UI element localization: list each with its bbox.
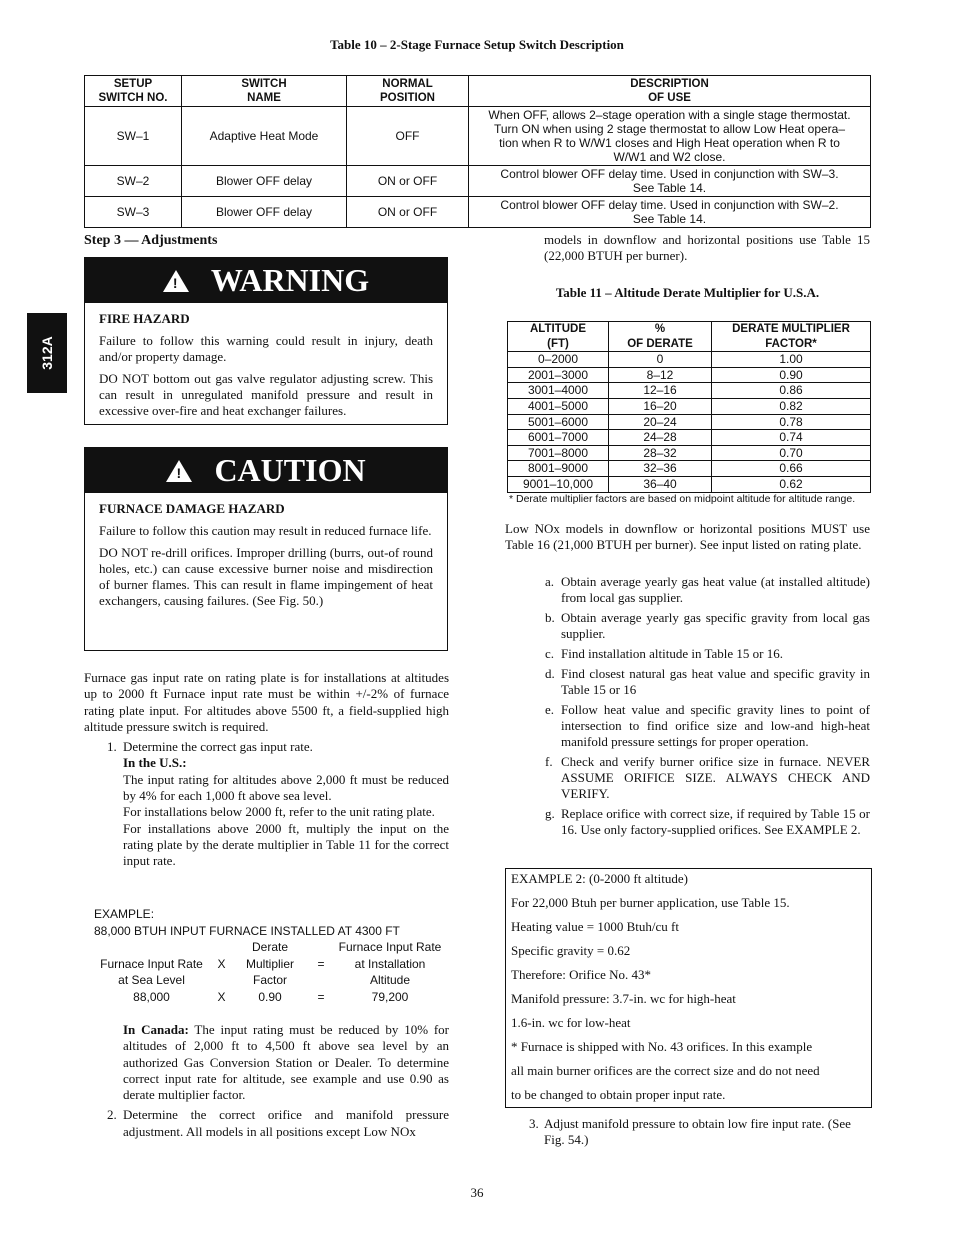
canada-text: The input rating must be reduced by 10% for altitudes of 2,000 ft to 4,500 ft above sea level by an authorized Gas Conversion Station or Dealer. To determine correct input rate for altitude, see example and use 0.90 as derate multiplier factor.	[123, 1022, 450, 1103]
steps-list	[545, 574, 870, 842]
item3	[529, 1116, 870, 1149]
caution-box	[84, 447, 448, 651]
table11	[507, 321, 871, 493]
canada-label: In Canada:	[123, 1022, 189, 1037]
table11-title: Table 11 – Altitude Derate Multiplier for U.S.A.	[555, 285, 820, 300]
in-us-label: In the U.S.:	[123, 755, 187, 771]
list-item: b. Obtain average yearly gas specific gravity from local gas supplier.	[545, 610, 870, 641]
list-item: c. Find installation altitude in Table 15 or 16.	[545, 646, 783, 661]
intro-paragraph: Furnace gas input rate on rating plate is for installations at altitudes up to 2000 ft Furnace input rate must be within +/-2% of furnace rating plate input. For altitudes above 5500 ft, a field-supplied high altitude pressure switch is required.	[84, 670, 449, 734]
switch-name-cell: Blower OFF delay	[182, 197, 347, 228]
us-paragraph: For installations below 2000 ft, refer to the unit rating plate.	[123, 804, 435, 820]
caution-triangle-icon: !	[166, 460, 192, 482]
example1-row: at Sea Level Factor Altitude	[118, 973, 411, 987]
table-row: 7001–8000 28–32 0.70	[508, 445, 871, 461]
list-item: g. Replace orifice with correct size, if required by Table 15 or 16. Use only factory-supplied orifices. See EXAMPLE 2.	[545, 806, 870, 837]
warning-box	[84, 257, 448, 425]
example2-line: Heating value = 1000 Btuh/cu ft	[511, 919, 679, 934]
list-item: a. Obtain average yearly gas heat value (at installed altitude) from local gas supplier.	[545, 574, 870, 605]
table11-header-cell: % OF DERATE	[609, 322, 712, 352]
example1-label: EXAMPLE:	[94, 907, 155, 921]
example2-line: Specific gravity = 0.62	[511, 943, 631, 958]
us-paragraph: The input rating for altitudes above 2,000 ft must be reduced by 4% for each 1,000 ft above sea level.	[123, 771, 449, 804]
description-cell: When OFF, allows 2–stage operation with a single stage thermostat. Turn ON when using 2 stage thermostat to allow Low Heat opera– tion when R to W/W1 closes and High Heat operation when R to W/W1 and W2 close.	[469, 107, 871, 166]
table-row: 4001–5000 16–20 0.82	[508, 398, 871, 414]
table-row	[85, 166, 871, 197]
table-row: 2001–3000 8–12 0.90	[508, 367, 871, 383]
warning-hazard-title: FIRE HAZARD	[99, 311, 190, 326]
list-item: d. Find closest natural gas heat value and specific gravity in Table 15 or 16	[545, 666, 870, 697]
page-number: 36	[470, 1185, 484, 1200]
table11-header-row	[508, 322, 871, 352]
item2-text: Determine the correct orifice and manifold pressure adjustment. All models in all positions except Low NOx	[123, 1107, 449, 1139]
example2-line: For 22,000 Btuh per burner application, use Table 15.	[511, 895, 790, 910]
example2-line: 1.6-in. wc for low-heat	[511, 1015, 631, 1030]
table10-header-row	[85, 76, 871, 107]
table-row: 3001–4000 12–16 0.86	[508, 383, 871, 399]
warning-banner-text: WARNING	[210, 262, 370, 298]
list-number: 1.	[107, 739, 117, 755]
table10-header-cell: SETUP SWITCH NO.	[85, 76, 182, 107]
position-cell: ON or OFF	[347, 197, 469, 228]
canada-paragraph	[123, 1022, 449, 1103]
table11-footnote: * Derate multiplier factors are based on midpoint altitude for altitude range.	[509, 493, 856, 505]
caution-banner-text: CAUTION	[214, 452, 366, 488]
example2-line: * Furnace is shipped with No. 43 orifices. In this example	[511, 1039, 813, 1054]
caution-hazard-title: FURNACE DAMAGE HAZARD	[99, 501, 285, 516]
table10-title: Table 10 – 2-Stage Furnace Setup Switch Description	[330, 37, 624, 52]
example2-line: Manifold pressure: 3.7-in. wc for high-heat	[511, 991, 736, 1006]
table-row	[85, 197, 871, 228]
us-paragraph: For installations above 2000 ft, multiply the input on the rating plate by the derate multiplier in Table 11 for the correct input rate.	[123, 820, 449, 869]
example1	[94, 906, 444, 1005]
right-continuation: models in downflow and horizontal positions use Table 15 (22,000 BTUH per burner).	[544, 232, 870, 264]
description-cell: Control blower OFF delay time. Used in conjunction with SW–3. See Table 14.	[469, 166, 871, 197]
warning-paragraph: DO NOT bottom out gas valve regulator adjusting screw. This can result in unregulated manifold pressure and result in excessive over-fire and heat exchanger failures.	[99, 371, 433, 418]
switch-no-cell: SW–3	[85, 197, 182, 228]
example2-box	[505, 868, 872, 1108]
switch-name-cell: Adaptive Heat Mode	[182, 107, 347, 166]
table10-header-cell: NORMAL POSITION	[347, 76, 469, 107]
table10-header-cell: DESCRIPTION OF USE	[469, 76, 871, 107]
example1-row: Derate Furnace Input Rate	[251, 940, 442, 954]
example1-row: 88,000 X 0.90 = 79,200	[133, 989, 409, 1004]
list-item: e. Follow heat value and specific gravity lines to point of intersection to find orifice size and low-and high-heat manifold pressure settings for proper operation.	[545, 702, 870, 749]
example2-line: all main burner orifices are the correct size and do not need	[511, 1063, 820, 1078]
table-row: 6001–7000 24–28 0.74	[508, 430, 871, 446]
caution-banner	[85, 448, 447, 493]
caution-paragraph: Failure to follow this caution may result in reduced furnace life.	[99, 523, 432, 538]
table11-header-cell: DERATE MULTIPLIER FACTOR*	[712, 322, 871, 352]
position-cell: ON or OFF	[347, 166, 469, 197]
warning-banner	[85, 258, 447, 303]
switch-no-cell: SW–1	[85, 107, 182, 166]
item3-text: Adjust manifold pressure to obtain low fire input rate. (See Fig. 54.)	[544, 1116, 851, 1148]
caution-paragraph: DO NOT re-drill orifices. Improper drilling (burrs, out-of round holes, etc.) can cause excessive burner noise and misdirection of burner flames. This can result in flame impingement of heat exchangers, causing failures. (See Fig. 50.)	[99, 545, 433, 608]
low-nox-paragraph: Low NOx models in downflow or horizontal positions MUST use Table 16 (21,000 BTUH per burner). See input listed on rating plate.	[505, 521, 870, 553]
example1-row: Furnace Input Rate X Multiplier = at Installation	[100, 956, 426, 971]
example2-line: Therefore: Orifice No. 43*	[511, 967, 652, 982]
switch-no-cell: SW–2	[85, 166, 182, 197]
table-row	[85, 107, 871, 166]
table10	[84, 75, 871, 228]
example2-line: EXAMPLE 2: (0-2000 ft altitude)	[511, 871, 688, 886]
warning-paragraph: Failure to follow this warning could result in injury, death and/or property damage.	[99, 333, 433, 364]
table10-header-cell: SWITCH NAME	[182, 76, 347, 107]
position-cell: OFF	[347, 107, 469, 166]
list-number: 2.	[107, 1107, 117, 1123]
warning-triangle-icon: !	[163, 270, 189, 292]
list-item: f. Check and verify burner orifice size in furnace. NEVER ASSUME ORIFICE SIZE. ALWAYS CHECK AND VERIFY.	[545, 754, 870, 801]
example1-heading: 88,000 BTUH INPUT FURNACE INSTALLED AT 4300 FT	[94, 923, 400, 938]
side-tab-label: 312A	[39, 336, 55, 370]
table-row: 0–2000 0 1.00	[508, 352, 871, 368]
left-column-lower	[84, 1022, 449, 1140]
step3-heading: Step 3 — Adjustments	[84, 233, 218, 248]
left-column	[84, 670, 449, 870]
list-number: 3.	[529, 1116, 539, 1131]
switch-name-cell: Blower OFF delay	[182, 166, 347, 197]
description-cell: Control blower OFF delay time. Used in conjunction with SW–2. See Table 14.	[469, 197, 871, 228]
item1-text: Determine the correct gas input rate.	[123, 739, 313, 755]
table-row: 5001–6000 20–24 0.78	[508, 414, 871, 430]
table-row: 9001–10,000 36–40 0.62	[508, 476, 871, 492]
table-row: 8001–9000 32–36 0.66	[508, 461, 871, 477]
example2-line: to be changed to obtain proper input rate.	[511, 1087, 726, 1102]
side-tab	[27, 313, 67, 393]
table11-header-cell: ALTITUDE (FT)	[508, 322, 609, 352]
